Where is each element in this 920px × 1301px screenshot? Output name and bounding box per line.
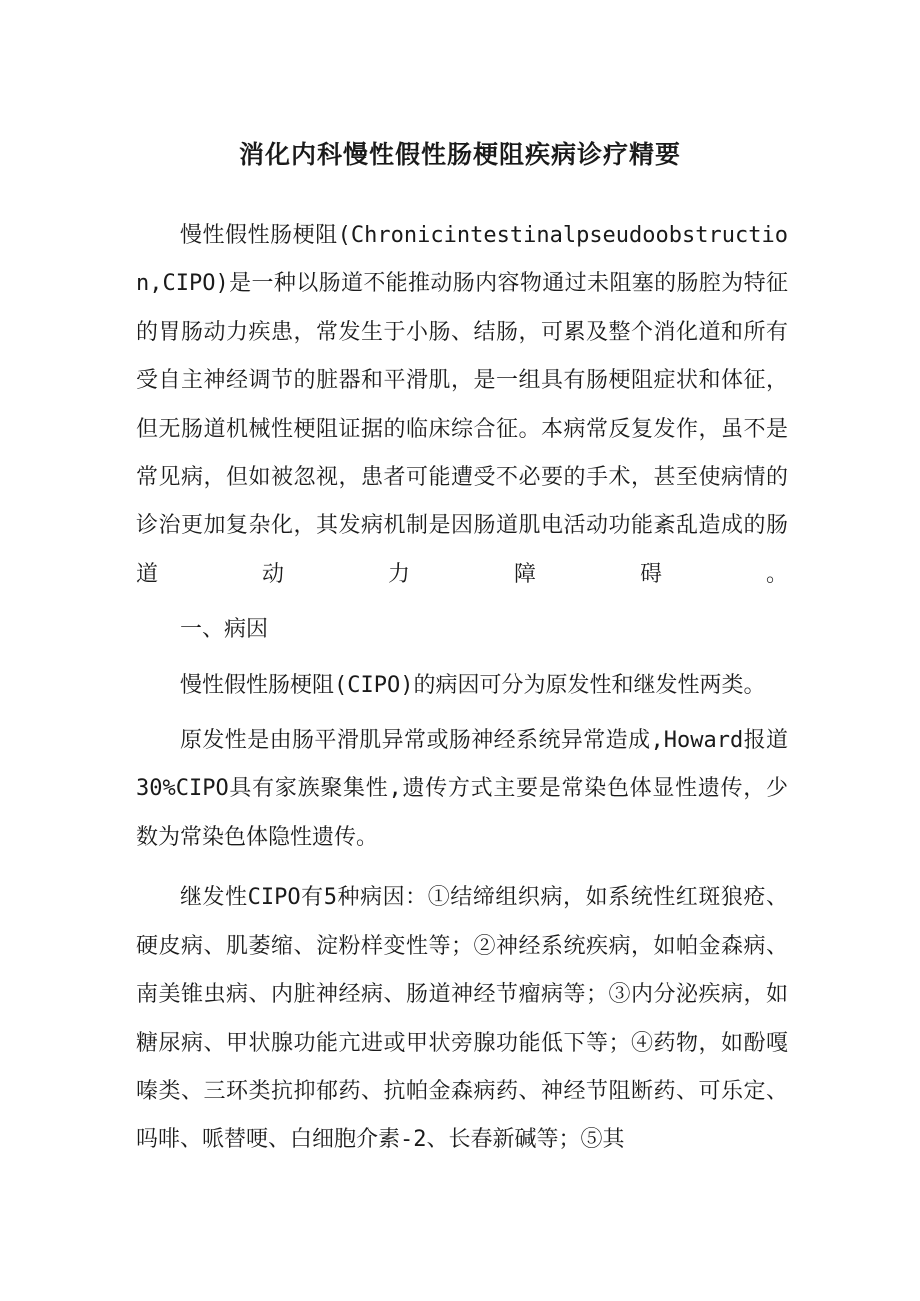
- paragraph-intro: 慢性假性肠梗阻(Chronicintestinalpseudoobstruction,CIPO)是一种以肠道不能推动肠内容物通过未阻塞的肠腔为特征的胃肠动力疾患，常发生于小肠、结肠，可累及整个消化道和所有受自主神经调节的脏器和平滑肌，是一组具有肠梗阻症状和体征，但无肠道机械性梗阻证据的临床综合征。本病常反复发作，虽不是常见病，但如被忽视，患者可能遭受不必要的手术，甚至使病情的诊治更加复杂化，其发病机制是因肠道肌电活动功能紊乱造成的肠道动力障碍。: [136, 223, 788, 587]
- paragraph-secondary-cause: 继发性CIPO有5种病因：①结缔组织病，如系统性红斑狼疮、硬皮病、肌萎缩、淀粉样变性等；②神经系统疾病，如帕金森病、南美锥虫病、内脏神经病、肠道神经节瘤病等；③内分泌疾病，如糖尿病、甲状腺功能亢进或甲状旁腺功能低下等；④药物，如酚嘎嗪类、三环类抗抑郁药、抗帕金森病药、神经节阻断药、可乐定、吗啡、哌替哽、白细胞介素-2、长春新碱等；⑤其: [136, 885, 788, 1153]
- paragraph-primary-cause: 原发性是由肠平滑肌异常或肠神经系统异常造成,Howard报道30%CIPO具有家族聚集性,遗传方式主要是常染色体显性遗传，少数为常染色体隐性遗传。: [136, 728, 788, 850]
- document-body: [136, 212, 788, 1165]
- section-heading-etiology: 一、病因: [180, 617, 269, 643]
- document-title: 消化内科慢性假性肠梗阻疾病诊疗精要: [238, 139, 681, 169]
- paragraph-etiology-overview: 慢性假性肠梗阻(CIPO)的病因可分为原发性和继发性两类。: [180, 672, 766, 698]
